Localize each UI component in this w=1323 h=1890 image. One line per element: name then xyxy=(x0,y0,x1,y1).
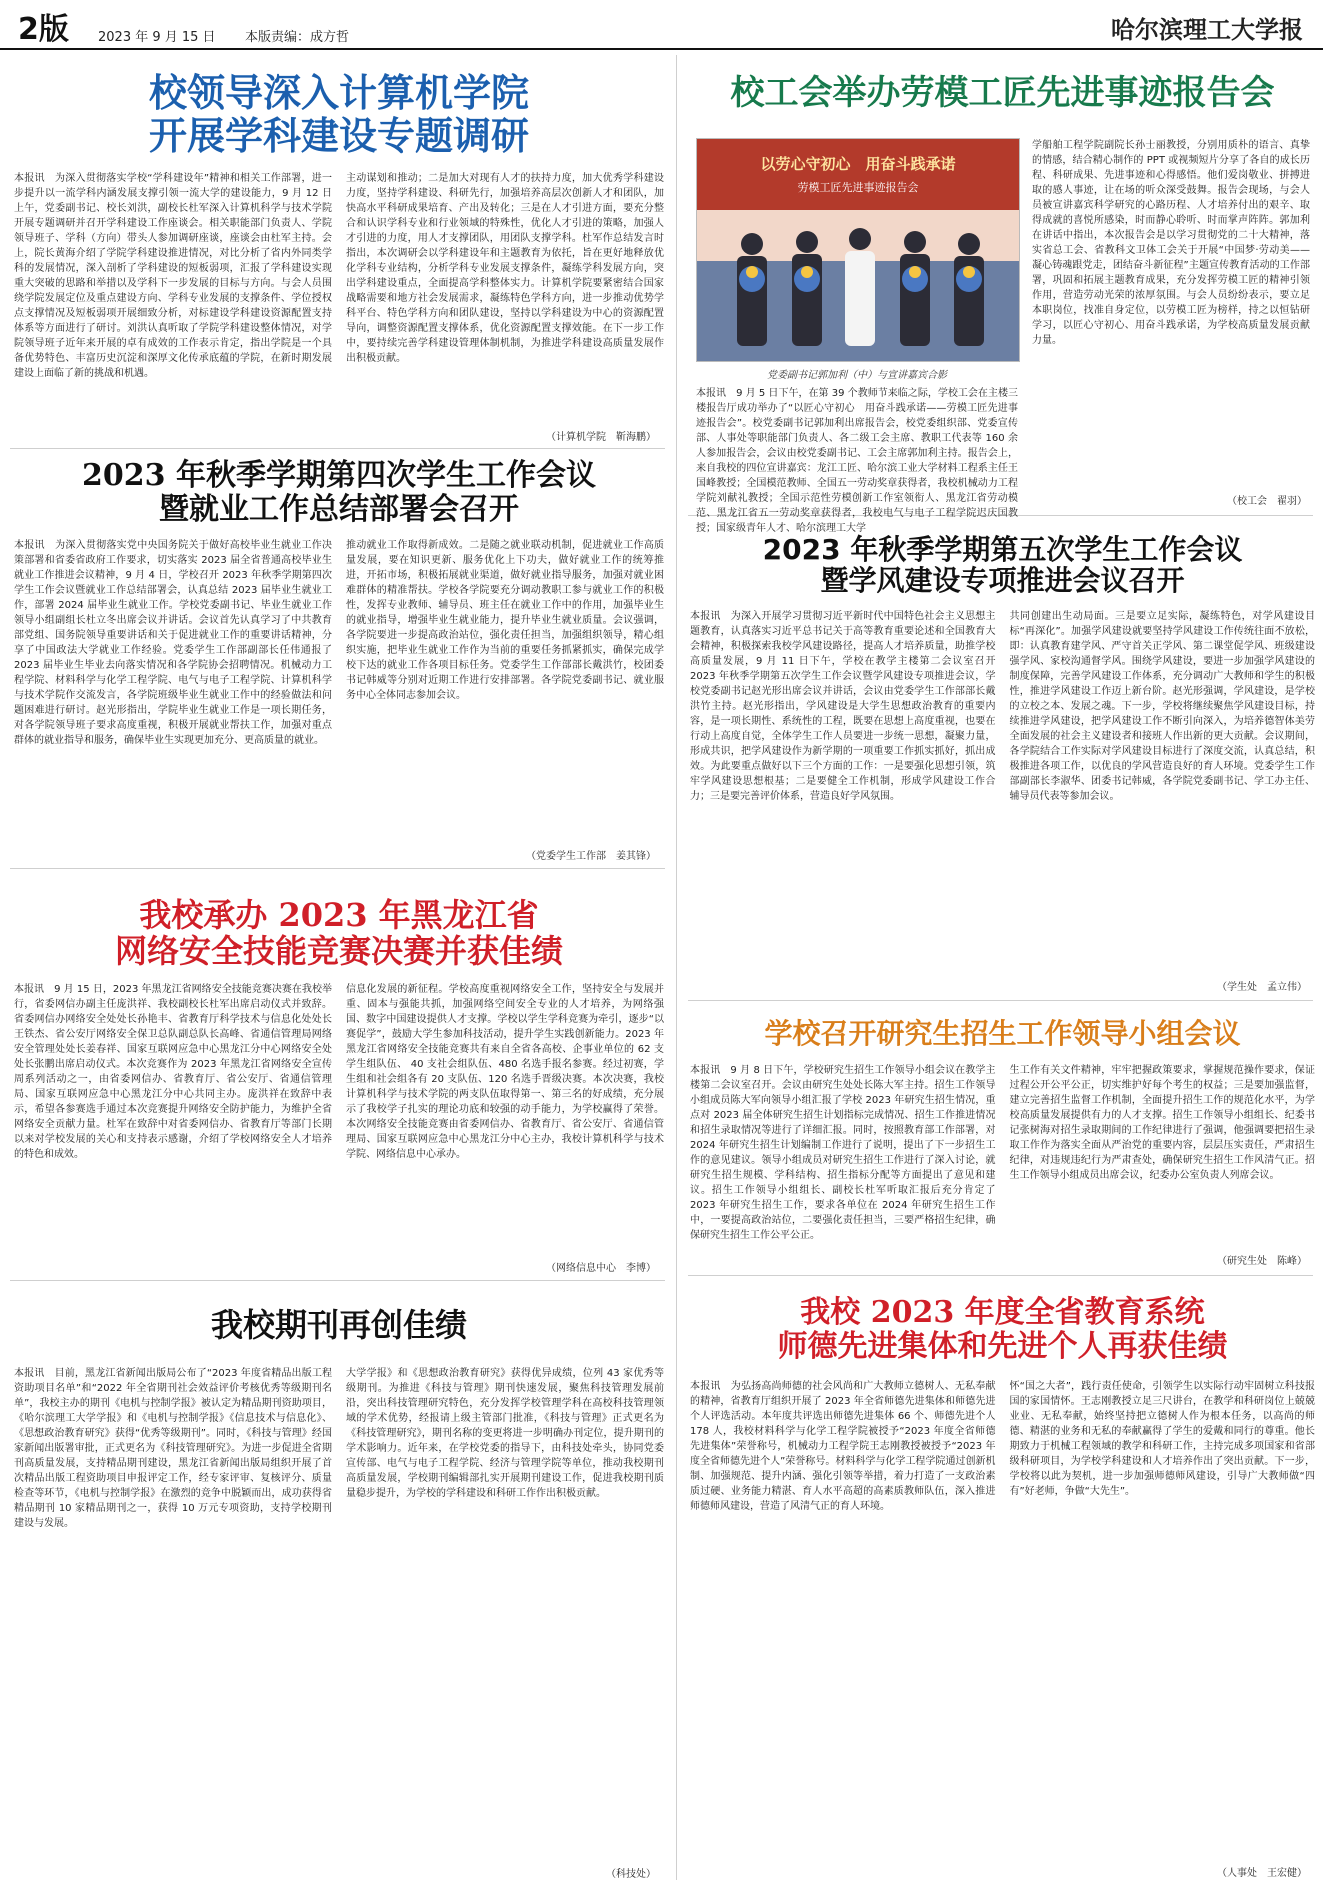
separator xyxy=(688,1000,1313,1001)
article-model-workers xyxy=(690,60,1315,534)
article-column: 推动就业工作取得新成效。二是随之就业联动机制，促进就业工作高质量发展，要在知识更新、服务优化上下功夫，做好就业工作的统筹推进，开拓市场，积极拓展就业渠道，做好就业指导服务，加强对就业困难群体的精准帮扶。学校各学院要充分调动教职工参与就业工作的积极性，发挥专业教师、辅导员、班主任在就业工作中的作用，加强毕业生的就业指导，增强毕业生就业能力，提升毕业生就业质量。会议强调，各学院要进一步提高政治站位，强化责任担当，加强组织领导，精心组织实施，把毕业生就业工作作为当前的重要任务抓紧抓实，确保完成学校下达的就业工作各项目标任务。党委学生工作部部长戴洪竹，校团委书记韩威等分别对近期工作进行安排部署。各学院党委副书记、就业服务中心全体同志参加会议。 xyxy=(346,540,664,702)
article-student-work-5 xyxy=(690,522,1315,996)
article-column: 信息化发展的新征程。学校高度重视网络安全工作，坚持安全与发展并重、固本与强能共抓，加强网络空间安全专业的人才培养，为网络强国、数字中国建设提供人才支撑。学校以学生学科竞赛为牵引，逐步“以赛促学”，鼓励大学生参加科技活动，提升学生实践创新能力。2023 年黑龙江省网络安全技能竞赛共有来自全省各高校、企事业单位的 62 支学生组队伍、 40 支社会组队伍、480 名选手报名参赛。经过初赛，学生组和社会组各有 20 支队伍、120 名选手晋级决赛。本次决赛，我校计算机科学与技术学院的两支队伍取得第一、第三名的好成绩，充分展示了我校学子扎实的理论功底和较强的动手能力，为学校赢得了荣誉。本次网络安全技能竞赛由省委网信办、省教育厅、省公安厅、省通信管理局、国家互联网应急中心黑龙江分中心主办，我校计算机科学与技术学院、网络信息中心承办。 xyxy=(346,983,664,1160)
article-journals xyxy=(14,1290,664,1882)
headline: 学校召开研究生招生工作领导小组会议 xyxy=(764,1017,1241,1050)
article-column: 本报讯 目前，黑龙江省新闻出版局公布了“2023 年度省精品出版工程资助项目名单”和“2022 年全省期刊社会效益评价考核优秀等级期刊名单”，我校主办的期刊《电机与控制学报》被认定为精品期刊资助项目，《哈尔滨理工大学学报》和《电机与控制学报》《信息技术与信息化》、《思想政治教育研究》获得“优秀等级期刊”。同时，《科技与管理》经国家新闻出版署审批，正式更名为《科技管理研究》。为进一步促进全省期刊高质量发展，支持精品期刊建设，黑龙江省新闻出版局组织开展了首次精品出版工程资助项目申报评定工作，经专家评审、复核评分、质量检查等环节，《电机与控制学报》在激烈的竞争中脱颖而出，成功获得省精品期刊 10 家精品期刊之一，获得 10 万元专项资助，支持学校期刊建设与发展。 xyxy=(14,1367,332,1529)
event-photo xyxy=(696,138,1020,362)
article-column: 共同创建出生动局面。三是要立足实际，凝练特色，对学风建设目标“再深化”。加强学风建设就要坚持学风建设工作传统往面不放松，即：认真教育建学风、严守首关正学风、第二课堂促学风、班级建设强学风、家校沟通督学风。围绕学风建设，要进一步加强学风建设的制度保障，完善学风建设工作体系，充分调动广大教师和学生的积极性，推进学风建设工作迈上新台阶。赵光形强调，学风建设，是学校的立校之本、发展之魂。下一步，学校将继续聚焦学风建设目标，持续推进学风建设，把学风建设工作不断引向深入，为培养德智体美劳全面发展的社会主义建设者和接班人作出新的更大贡献。会议期间，各学院结合工作实际对学风建设目标进行了深度交流，认真总结，积极推进各项工作，以优良的学风营造良好的育人环境。党委学生工作部副部长李淑华、团委书记韩威，各学院党委副书记、学工办主任、辅导员代表等参加会议。 xyxy=(1009,610,1315,802)
article-teacher-ethics xyxy=(690,1284,1315,1882)
article-column: 主动谋划和推动；二是加大对现有人才的扶持力度，加大优秀学科建设力度，坚持学科建设、科研先行，加强培养高层次创新人才和团队，加快高水平科研成果培育、产出及转化；三是在人才引进方面，要充分整合和认识学科专业和行业领域的特殊性，优化人才引进的策略，加强人才引进的力度，用人才支撑团队，用团队支撑学科。杜军作总结发言时指出，本次调研会以学科建设年和主题教育为依托，旨在更好地释放优化学科专业结构，分析学科专业发展支撑条件，凝练学科发展方向，突出学科建设重点，全面提高学科整体实力。计算机学院要紧密结合国家战略需要和地方社会发展需求，凝练特色学科方向，进一步推动优势学科平台、特色学科方向和团队建设，坚持以学科建设为中心的资源配置导向，调整资源配置支撑体系，优化资源配置支撑效能。在下一步工作中，要持续完善学科建设管理体制机制，为推进学科建设高质量发展作出积极贡献。 xyxy=(346,173,664,365)
headline: 我校承办 2023 年黑龙江省 网络安全技能竞赛决赛并获佳绩 xyxy=(114,896,563,970)
byline: （学生处 孟立伟） xyxy=(1217,982,1307,993)
byline: （计算机学院 靳海鹏） xyxy=(546,432,656,443)
byline: （党委学生工作部 姜其锋） xyxy=(526,851,656,862)
page-header xyxy=(0,0,1323,50)
headline: 校领导深入计算机学院 开展学科建设专题调研 xyxy=(148,71,529,158)
article-column: 学船舶工程学院副院长孙士丽教授，分别用质朴的语言、真挚的情感，结合精心制作的 PPT 或视频短片分享了各自的成长历程、科研成果、先进事迹和心得感悟。他们爱岗敬业、拼搏进取的感人事迹，让在场的听众深受鼓舞。报告会现场，与会人员被宣讲嘉宾科学研究的心路历程、人才培养付出的艰辛、取得成就的喜悦所感染，时而静心聆听、时而掌声阵阵。郭加利在讲话中指出，本次报告会是以学习贯彻党的二十大精神，落实省总工会、省教科文卫体工会关于开展“中国梦·劳动美——凝心铸魂跟党走，团结奋斗新征程”主题宣传教育活动的工作部署，巩固和拓展主题教育成果，充分发挥劳模工匠的精神引领作用，营造劳动光荣的浓厚氛围。与会人员纷纷表示，要立足本职岗位，找准自身定位，以劳模工匠为榜样，持之以恒钻研学习，以匠心守初心、用奋斗践承诺，为学校高质量发展贡献力量。 xyxy=(1032,140,1310,346)
page-number: 2版 xyxy=(18,12,69,47)
article-column: 大学学报》和《思想政治教育研究》获得优异成绩，位列 43 家优秀等级期刊。为推进《科技与管理》期刊快速发展，聚焦科技管理发展前沿，突出科技管理研究特色，充分发挥学校管理学科在高校科技管理领域的学术优势，经报请上级主管部门批准，《科技与管理》正式更名为《科技管理研究》，期刊名称的变更将进一步明确办刊定位，提升期刊的学术影响力。近年来，在学校党委的指导下，由科技处牵头，协同党委宣传部、电气与电子工程学院、经济与管理学院等单位，推动我校期刊高质量发展，学校期刊编辑部扎实开展期刊建设工作，促进我校期刊质量稳步提升，为学校的学科建设和科研工作作出积极贡献。 xyxy=(346,1367,664,1499)
issue-date: 2023 年 9 月 15 日 xyxy=(98,30,216,45)
headline: 我校期刊再创佳绩 xyxy=(210,1306,467,1344)
byline: （研究生处 陈峰） xyxy=(1217,1256,1307,1267)
article-column: 本报讯 9 月 15 日，2023 年黑龙江省网络安全技能竞赛决赛在我校举行，省委网信办副主任庞洪祥、我校副校长杜军出席启动仪式并致辞。省委网信办网络安全处处长孙艳丰、省教育厅科学技术与信息化处处长王铁杰、省公安厅网络安全保卫总队副总队长高峰、省通信管理局网络安全管理处处长姜春祥、国家互联网应急中心黑龙江分中心网络安全处处长张鹏出席启动仪式。本次竞赛作为 2023 年黑龙江省网络安全宣传周系列活动之一，由省委网信办、省教育厅、省公安厅、省通信管理局、国家互联网应急中心黑龙江分中心共同主办。庞洪祥在致辞中表示，希望各参赛选手通过本次竞赛提升网络安全防护能力，为维护全省网络安全贡献力量。杜军在致辞中对省委网信办、省教育厅等部门长期以来对学校发展的关心和支持表示感谢，介绍了学校网络安全人才培养的特色和成效。 xyxy=(14,983,332,1160)
page-editor: 本版责编：成方哲 xyxy=(245,30,350,45)
separator xyxy=(688,1275,1313,1276)
column-divider xyxy=(676,55,677,1880)
headline: 2023 年秋季学期第五次学生工作会议 暨学风建设专项推进会议召开 xyxy=(762,533,1243,598)
article-cyber-security xyxy=(14,876,664,1276)
separator xyxy=(10,448,665,449)
byline: （人事处 王宏健） xyxy=(1217,1868,1307,1879)
article-graduate-admission xyxy=(690,1008,1315,1270)
separator xyxy=(10,1280,665,1281)
article-column: 怀“国之大者”，践行责任使命，引领学生以实际行动牢固树立科技报国的家国情怀。王志刚教授立足三尺讲台，在教学和科研岗位上兢兢业业、无私奉献，始终坚持把立德树人作为根本任务，以高尚的师德、精湛的业务和无私的奉献赢得了学生的爱戴和同行的尊重。他长期致力于机械工程领域的教学和科研工作，主持完成多项国家和省部级科研项目，为学校学科建设和人才培养作出了突出贡献。下一步，学校将以此为契机，进一步加强师德师风建设，引导广大教师做“四有”好老师，争做“大先生”。 xyxy=(1009,1381,1315,1498)
article-column: 本报讯 为深入开展学习贯彻习近平新时代中国特色社会主义思想主题教育，认真落实习近平总书记关于高等教育重要论述和全国教育大会精神，积极探索我校学风建设路径，提高人才培养质量，助推学校高质量发展，9 月 11 日下午，学校在教学主楼第二会议室召开 2023 年秋季学期第五次学生工作会议暨学风建设专项推进会议，学校党委副书记赵光形出席会议并讲话，会议由党委学生工作部部长戴洪竹主持。赵光形指出，学风建设是大学生思想政治教育的重要内容，是一项长期性、系统性的工程，既要在思想上高度重视，也要在行动上高度自觉，全体学生工作人员要进一步统一思想，凝聚力量，形成共识，把学风建设作为新学期的一项重要工作抓实抓好，抓出成效。为此要重点做好以下三个方面的工作：一是要强化思想引领，筑牢学风建设思想根基；二是要健全工作机制，形成学风建设工作合力；三是要完善评价体系，营造良好学风氛围。 xyxy=(690,610,996,802)
article-column: 本报讯 为深入贯彻落实党中央国务院关于做好高校毕业生就业工作决策部署和省委省政府工作要求，切实落实 2023 届全省普通高校毕业生就业工作推进会议精神，9 月 4 日，学校召开 2023 年秋季学期第四次学生工作会议暨就业工作总结部署会，认真总结 2023 届毕业生就业工作，部署 2024 届毕业生就业工作。学校党委副书记、毕业生就业工作领导小组副组长杜立冬出席会议并讲话。会议首先认真学习了中共教育部党组、国务院领导重要讲话和关于促进就业工作的重要讲话精神，分享了中国政法大学就业工作经验。党委学生工作部副部长任伟通报了 2023 届毕业生毕业去向落实情况和各学院协会招聘情况。机械动力工程学院、材料科学与化学工程学院、电气与电子工程学院、计算机科学与技术学院作交流发言，各学院班级毕业生就业工作中的经验做法和问题困难进行研讨。赵光形指出，学院毕业生就业工作是一项长期任务，对各学院领导班子要求高度重视，积极开展就业帮扶工作，加强对重点群体的就业指导和服务，确保毕业生实现更加充分、更高质量的就业。 xyxy=(14,540,332,747)
banner-text: 以劳心守初心 用奋斗践承诺 xyxy=(760,155,956,173)
byline: （网络信息中心 李博） xyxy=(546,1263,656,1274)
byline: （科技处） xyxy=(606,1869,656,1880)
separator xyxy=(10,868,665,869)
article-column: 本报讯 为弘扬高尚师德的社会风尚和广大教师立德树人、无私奉献的精神，省教育厅组织开展了 2023 年全省师德先进集体和师德先进个人评选活动。本年度共评选出师德先进集体 66 个、师德先进个人 178 人，我校材料科学与化学工程学院被授予“2023 年度全省师德先进集体”荣誉称号，机械动力工程学院王志刚教授被授予“2023 年度全省师德先进个人”荣誉称号。材料科学与化学工程学院通过创新机制、加强规范、提升内涵、强化引领等举措，着力打造了一支政治素质过硬、业务能力精湛、育人水平高超的高素质教师队伍，深入推进师德师风建设，营造了风清气正的育人环境。 xyxy=(690,1381,996,1513)
article-column: 本报讯 9 月 8 日下午，学校研究生招生工作领导小组会议在教学主楼第二会议室召开。会议由研究生处处长陈大军主持。招生工作领导小组成员陈大军向领导小组汇报了学校 2023 年研究生招生情况，重点对 2023 届全体研究生招生计划指标完成情况、招生工作推进情况和招生录取情况等进行了详细汇报。同时，按照教育部工作部署，对 2024 年研究生招生计划编制工作进行了说明，提出了下一步招生工作的意见建议。领导小组成员对研究生招生工作进行了深入讨论，就研究生招生规模、学科结构、招生指标分配等方面提出了意见和建议。招生工作领导小组组长、副校长杜军听取汇报后充分肯定了 2023 年研究生招生工作，要求各单位在 2024 年研究生招生工作中，一要提高政治站位，二要强化责任担当，三要严格招生纪律，确保研究生招生工作公平公正。 xyxy=(690,1065,996,1242)
article-column: 本报讯 为深入贯彻落实学校“学科建设年”精神和相关工作部署，进一步提升以一流学科内涵发展支撑引领一流大学的建设能力，9 月 12 日上午，党委副书记、校长刘洪，副校长杜军深入计算机科学与技术学院开展专题调研并召开学科建设工作座谈会。相关职能部门负责人、学院领导班子、学科（方向）带头人参加调研座谈，座谈会由杜军主持。会上，院长黄海介绍了学院学科建设推进情况，对比分析了省内外同类学科的发展情况，深入剖析了学科建设的短板弱项，汇报了学科建设实现重大突破的思路和举措以及学科下一步发展的目标与方向。与会人员围绕学院发展定位及重点建设方向、学科专业发展的支撑条件、学位授权点支撑情况及短板弱项开展细致分析，对标建设学科建设资源配置支持体系等方面进行了研讨。刘洪认真听取了学院学科建设整体情况，对学院领导班子近年来开展的卓有成效的工作表示肯定，指出学院是一个具备优势特色、丰富历史沉淀和深厚文化传承底蕴的学院，在新时期发展建设上面临了新的挑战和机遇。 xyxy=(14,173,332,380)
article-computer-college xyxy=(14,60,664,445)
article-column: 本报讯 9 月 5 日下午，在第 39 个教师节来临之际，学校工会在主楼三楼报告厅成功举办了“以匠心守初心 用奋斗践承诺——劳模工匠先进事迹报告会”。校党委副书记郭加利出席报告会，校党委组织部、党委宣传部、人事处等职能部门负责人、各二级工会主席、教职工代表等 160 余人参加报告会，会议由校党委副书记、工会主席郭加利主持。报告会上，来自我校的四位宣讲嘉宾：龙江工匠、哈尔滨工业大学材料工程系主任王国峰教授；全国模范教师、全国五一劳动奖章获得者，我校机械动力工程学院刘献礼教授；全国示范性劳模创新工作室领衔人、黑龙江省劳动模范、黑龙江省五一劳动奖章获得者，我校电气与电子工程学院迟庆国教授；国家级青年人才、哈尔滨理工大学 xyxy=(696,388,1018,534)
photo-caption: 党委副书记郭加利（中）与宣讲嘉宾合影 xyxy=(767,370,947,381)
headline: 我校 2023 年度全省教育系统 师德先进集体和先进个人再获佳绩 xyxy=(777,1295,1228,1364)
article-student-work-4 xyxy=(14,455,664,863)
masthead: 哈尔滨理工大学报 xyxy=(1111,15,1303,44)
headline: 校工会举办劳模工匠先进事迹报告会 xyxy=(730,73,1275,113)
headline: 2023 年秋季学期第四次学生工作会议 暨就业工作总结部署会召开 xyxy=(82,458,596,527)
byline: （校工会 翟羽） xyxy=(1227,496,1307,507)
article-column: 生工作有关文件精神，牢牢把握政策要求，掌握规范操作要求，保证过程公开公平公正，切实维护好每个考生的权益；三是要加强监督，建立完善招生监督工作机制，全面提升招生工作的规范化水平，为学校高质量发展提供有力的人才支撑。招生工作领导小组组长、纪委书记张树海对招生录取期间的工作纪律进行了强调，他强调要把招生录取工作作为落实全面从严治党的重要内容，层层压实责任，严肃招生纪律，对违规违纪行为严肃查处，确保研究生招生工作风清气正。招生工作领导小组成员出席会议，纪委办公室负责人列席会议。 xyxy=(1009,1065,1315,1182)
group-figures xyxy=(697,139,1019,361)
banner-subtitle: 劳模工匠先进事迹报告会 xyxy=(797,181,919,194)
